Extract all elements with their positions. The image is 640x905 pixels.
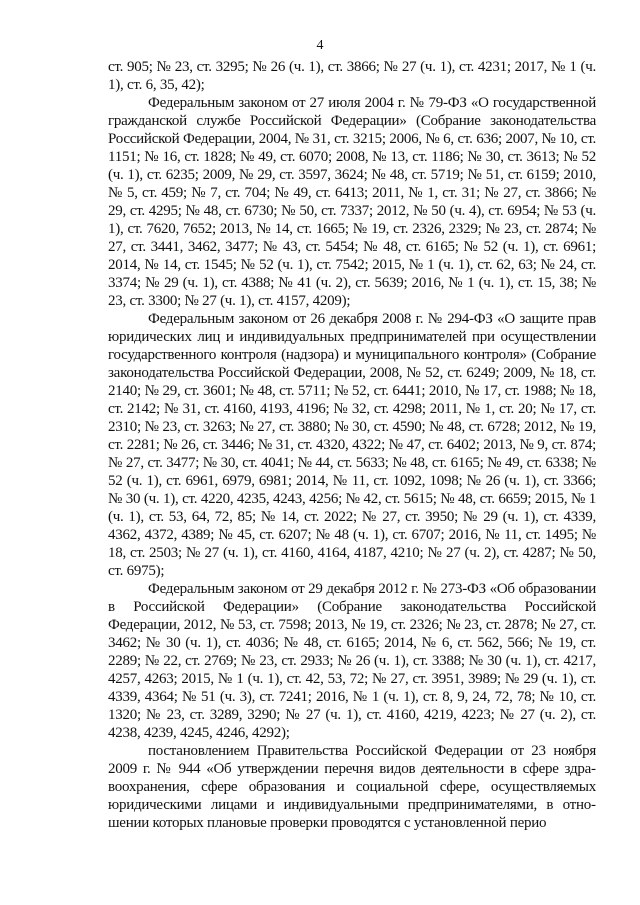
page-number: 4: [316, 38, 324, 53]
paragraph-law-294-fz: Федеральным законом от 26 декабря 2008 г. № 294-ФЗ «О защите прав юридических лиц и индивидуальных предпринимателей при осуществлении государственного контроля (надзора) и муниципального контроля» (Собрание законодательства Российской Федерации, 2008, № 52, ст. 6249; 2009, № 18, ст. 2140; № 29, ст. 3601; № 48, ст. 5711; № 52, ст. 6441; 2010, № 17, ст. 1988; № 18, ст. 2142; № 31, ст. 4160, 4193, 4196; № 32, ст. 4298; 2011, № 1, ст. 20; № 17, ст. 2310; № 23, ст. 3263; № 27, ст. 3880; № 30, ст. 4590; № 48, ст. 6728; 2012, № 19, ст. 2281; № 26, ст. 3446; № 31, ст. 4320, 4322; № 47, ст. 6402; 2013, № 9, ст. 874; № 27, ст. 3477; № 30, ст. 4041; № 44, ст. 5633; № 48, ст. 6165; № 49, ст. 6338; № 52 (ч. 1), ст. 6961, 6979, 6981; 2014, № 11, ст. 1092, 1098; № 26 (ч. 1), ст. 3366; № 30 (ч. 1), ст. 4220, 4235, 4243, 4256; № 42, ст. 5615; № 48, ст. 6659; 2015, № 1 (ч. 1), ст. 53, 64, 72, 85; № 14, ст. 2022; № 27, ст. 3950; № 29 (ч. 1), ст. 4339, 4362, 4372, 4389; № 45, ст. 6207; № 48 (ч. 1), ст. 6707; 2016, № 11, ст. 1495; № 18, ст. 2503; № 27 (ч. 1), ст. 4160, 4164, 4187, 4210; № 27 (ч. 2), ст. 4287; № 50, ст. 6975);: [108, 311, 596, 579]
paragraph-law-79-fz: Федеральным законом от 27 июля 2004 г. № 79-ФЗ «О государственной гражданской службе Российской Федерации» (Собрание законодательства Российской Федерации, 2004, № 31, ст. 3215; 2006, № 6, ст. 636; 2007, № 10, ст. 1151; № 16, ст. 1828; № 49, ст. 6070; 2008, № 13, ст. 1186; № 30, ст. 3613; № 52 (ч. 1), ст. 6235; 2009, № 29, ст. 3597, 3624; № 48, ст. 5719; № 51, ст. 6159; 2010, № 5, ст. 459; № 7, ст. 704; № 49, ст. 6413; 2011, № 1, ст. 31; № 27, ст. 3866; № 29, ст. 4295; № 48, ст. 6730; № 50, ст. 7337; 2012, № 50 (ч. 4), ст. 6954; № 53 (ч. 1), ст. 7620, 7652; 2013, № 14, ст. 1665; № 19, ст. 2326, 2329; № 23, ст. 2874; № 27, ст. 3441, 3462, 3477; № 43, ст. 5454; № 48, ст. 6165; № 52 (ч. 1), ст. 6961; 2014, № 14, ст. 1545; № 52 (ч. 1), ст. 7542; 2015, № 1 (ч. 1), ст. 62, 63; № 24, ст. 3374; № 29 (ч. 1), ст. 4388; № 41 (ч. 2), ст. 5639; 2016, № 1 (ч. 1), ст. 15, 38; № 23, ст. 3300; № 27 (ч. 1), ст. 4157, 4209);: [108, 95, 596, 309]
paragraph-resolution-944: постановлением Правительства Российской Федерации от 23 ноября 2009 г. № 944 «Об утверждении перечня видов деятельности в сфере здравоохранения, сфере образования и социальной сфере, осуществляемых юридическими лицами и индивидуальными предпринимателями, в отношении которых плановые проверки проводятся с установленной перио: [108, 743, 596, 831]
document-body: [108, 58, 596, 832]
paragraph-continuation: ст. 905; № 23, ст. 3295; № 26 (ч. 1), ст. 3866; № 27 (ч. 1), ст. 4231; 2017, № 1 (ч. 1), ст. 6, 35, 42);: [108, 59, 596, 93]
paragraph-law-273-fz: Федеральным законом от 29 декабря 2012 г. № 273-ФЗ «Об образовании в Российской Федерации» (Собрание законодательства Российской Федерации, 2012, № 53, ст. 7598; 2013, № 19, ст. 2326; № 23, ст. 2878; № 27, ст. 3462; № 30 (ч. 1), ст. 4036; № 48, ст. 6165; 2014, № 6, ст. 562, 566; № 19, ст. 2289; № 22, ст. 2769; № 23, ст. 2933; № 26 (ч. 1), ст. 3388; № 30 (ч. 1), ст. 4217, 4257, 4263; 2015, № 1 (ч. 1), ст. 42, 53, 72; № 27, ст. 3951, 3989; № 29 (ч. 1), ст. 4339, 4364; № 51 (ч. 3), ст. 7241; 2016, № 1 (ч. 1), ст. 8, 9, 24, 72, 78; № 10, ст. 1320; № 23, ст. 3289, 3290; № 27 (ч. 1), ст. 4160, 4219, 4223; № 27 (ч. 2), ст. 4238, 4239, 4245, 4246, 4292);: [108, 581, 596, 741]
